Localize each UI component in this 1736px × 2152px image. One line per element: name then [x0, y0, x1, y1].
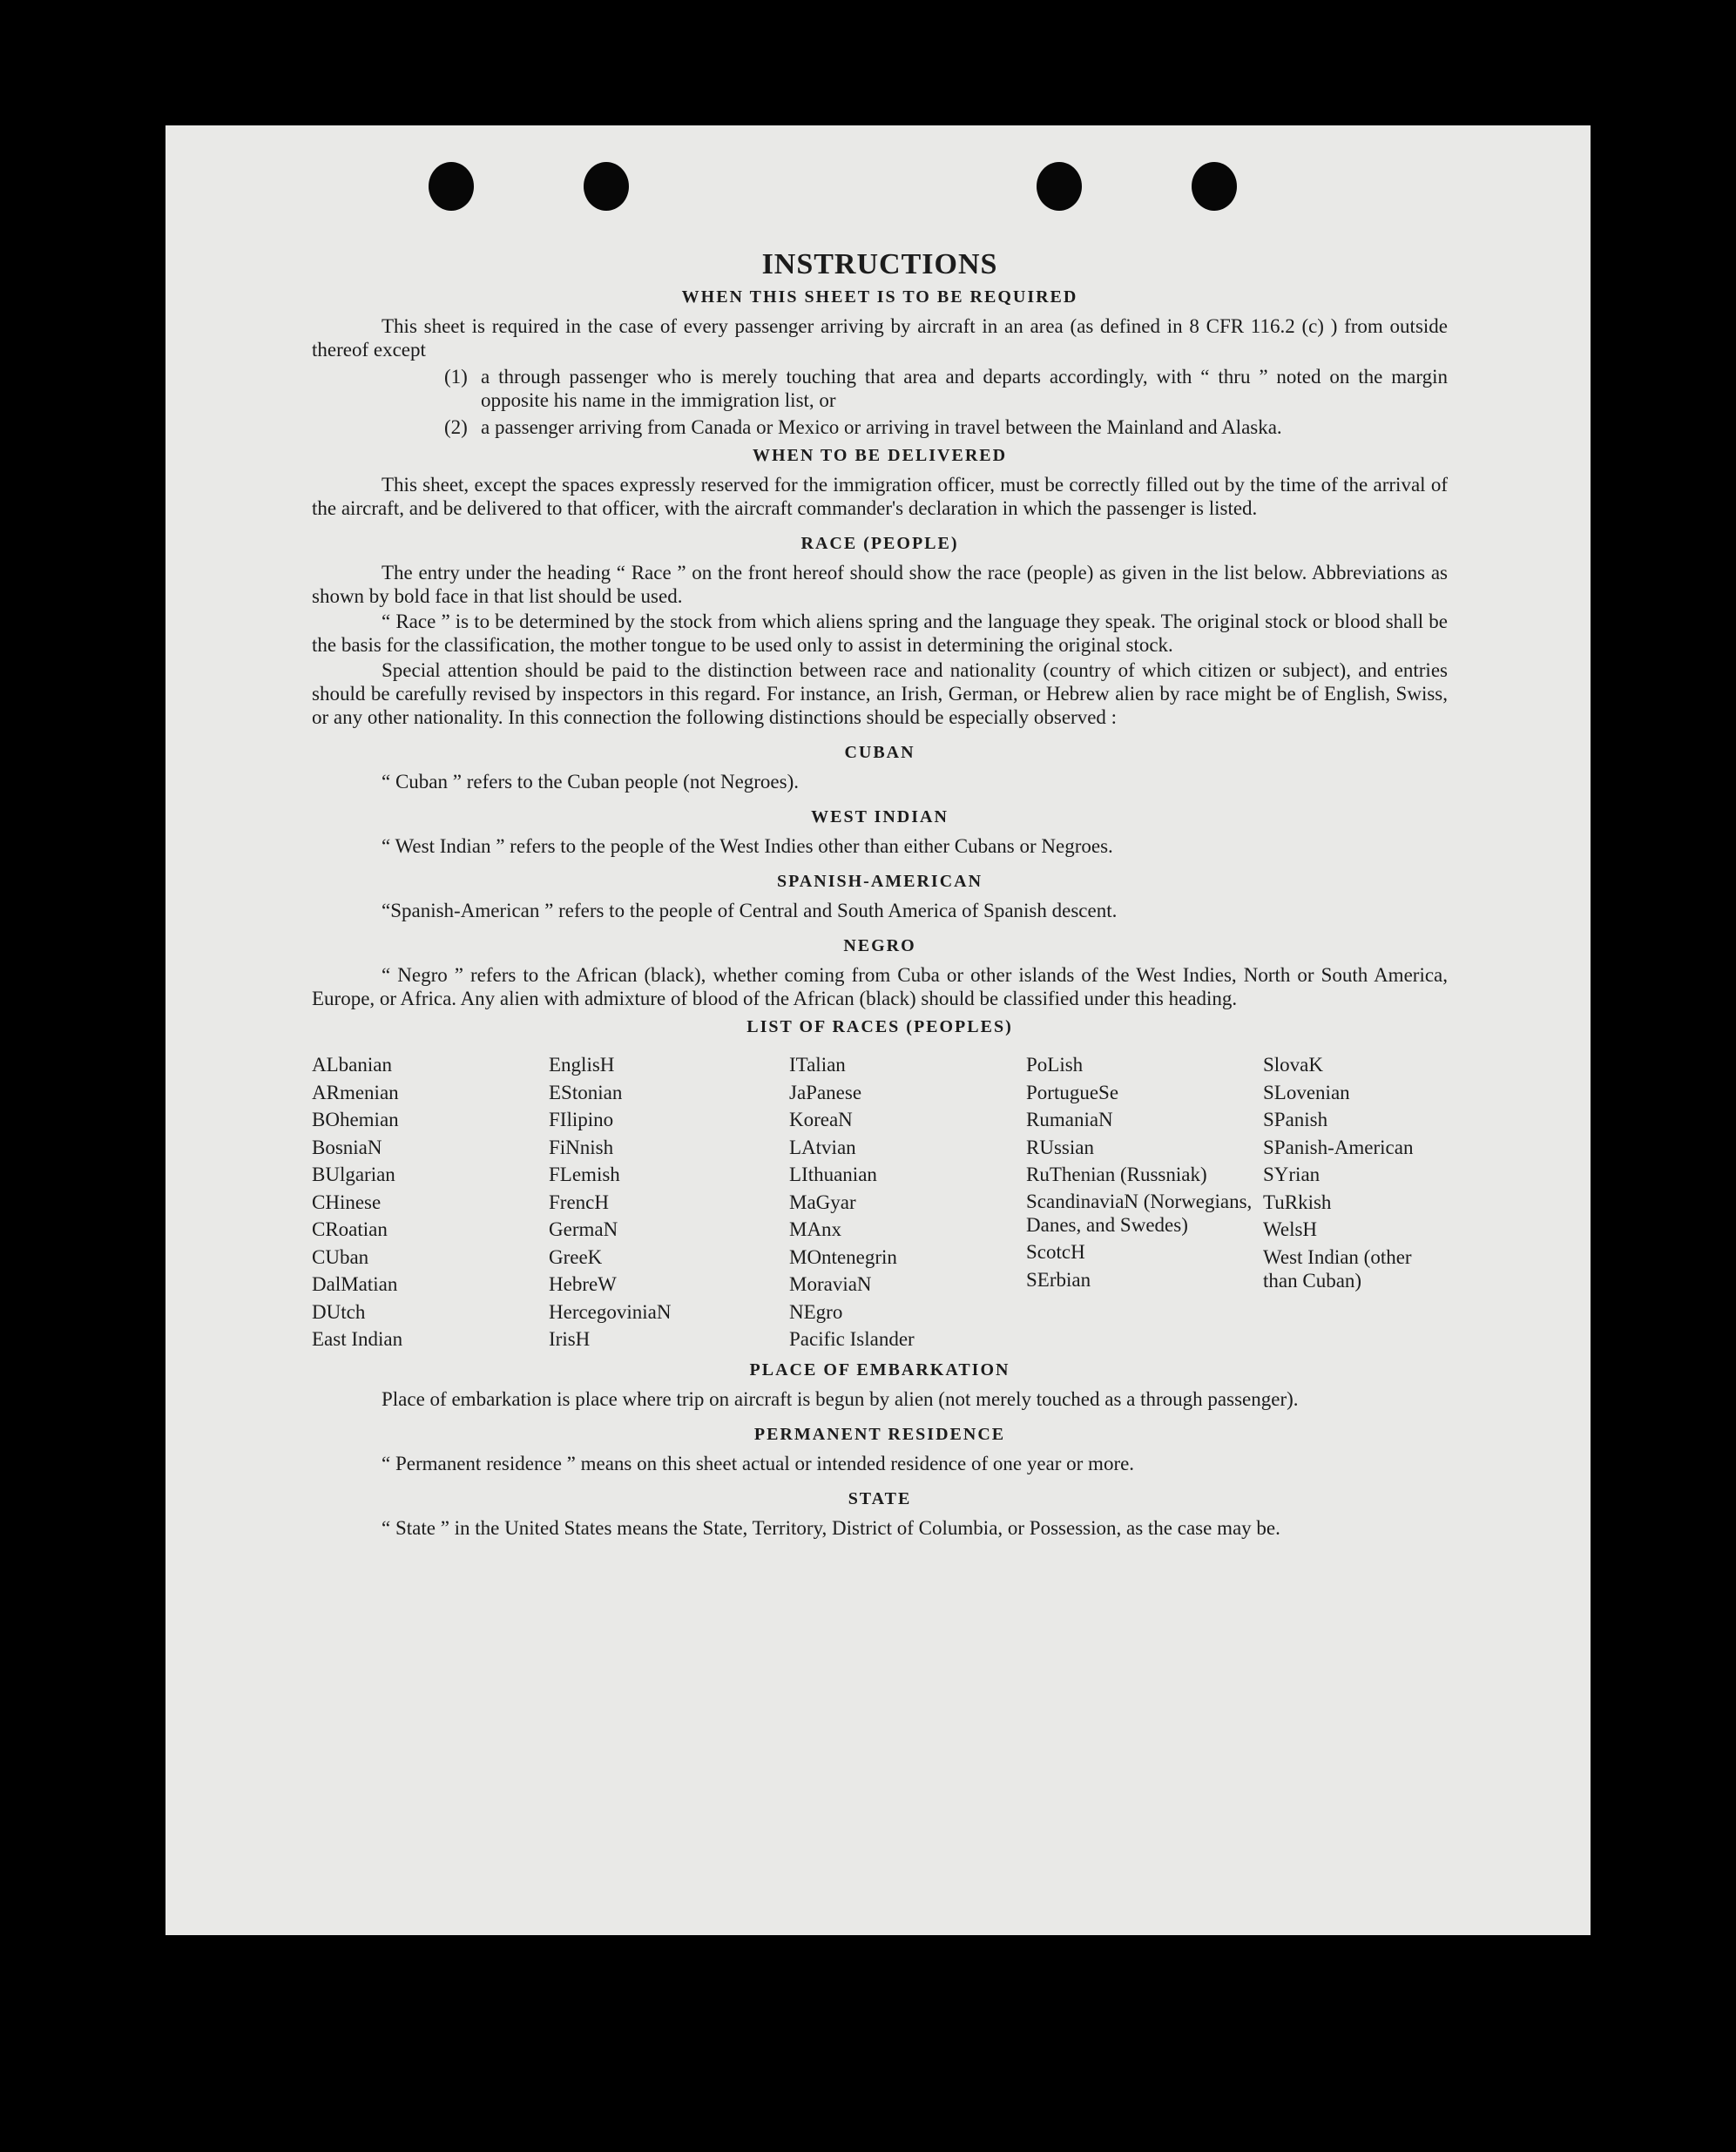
race-entry: MoraviaN: [789, 1273, 872, 1295]
state-text: “ State ” in the United States means the State, Territory, District of Columbia, or Possession, as the case may be.: [382, 1516, 1280, 1539]
race-paragraph-2: “ Race ” is to be determined by the stock from which aliens spring and the language they speak. The original stock or blood shall be the basis for the classification, the mother tongue to be used only to assist in determining the original stock.: [312, 611, 1448, 656]
race-entry: GreeK: [549, 1245, 603, 1268]
punch-hole: [1192, 162, 1237, 211]
spanish-american-text: “Spanish-American ” refers to the people of Central and South America of Spanish descent.: [382, 900, 1118, 921]
race-entry: PoLish: [1026, 1054, 1084, 1076]
race-entry: Pacific Islander: [789, 1328, 915, 1350]
race-entry: BosniaN: [312, 1136, 382, 1158]
negro-text: “ Negro ” refers to the African (black), whether coming from Cuba or other islands of the West Indies, North or South America, Europe, or Africa. Any alien with admixture of blood of the African (black) should be classified under this heading.: [312, 964, 1448, 1009]
race-entry: CHinese: [312, 1191, 382, 1213]
heading-negro: NEGRO: [843, 936, 916, 955]
race-paragraph-1: The entry under the heading “ Race ” on the front hereof should show the race (people) as given in the list below. Abbreviations as shown by bold face in that list should be used.: [312, 562, 1448, 607]
residence-text: “ Permanent residence ” means on this sheet actual or intended residence of one year or more.: [382, 1452, 1135, 1474]
race-entry: West Indian (other than Cuban): [1263, 1245, 1412, 1292]
item-text: a passenger arriving from Canada or Mexico or arriving in travel between the Mainland and Alaska.: [481, 416, 1282, 438]
race-entry: FrencH: [549, 1191, 609, 1213]
race-entry: SlovaK: [1263, 1054, 1323, 1076]
race-entry: EnglisH: [549, 1054, 615, 1076]
race-entry: TuRkish: [1263, 1191, 1332, 1213]
race-entry: IrisH: [549, 1328, 591, 1350]
required-intro: This sheet is required in the case of every passenger arriving by aircraft in an area (as defined in 8 CFR 116.2 (c) ) from outside thereof except: [312, 315, 1448, 361]
race-entry: EStonian: [549, 1081, 623, 1103]
race-entry: LIthuanian: [789, 1164, 877, 1185]
race-entry: East Indian: [312, 1328, 403, 1350]
heading-delivered: WHEN TO BE DELIVERED: [752, 446, 1008, 465]
heading-permanent-residence: PERMANENT RESIDENCE: [753, 1424, 1006, 1444]
race-paragraph-3: Special attention should be paid to the distinction between race and nationality (country of which citizen or subject), and entries should be carefully revised by inspectors in this regard. For instance, an Irish, German, or Hebrew alien by race might be of English, Swiss, or any other nationality. In this connection the following distinctions should be especially observed :: [312, 659, 1448, 728]
page-title: INSTRUCTIONS: [761, 248, 998, 280]
race-entry: NEgro: [789, 1300, 843, 1323]
race-entry: SPanish: [1263, 1109, 1328, 1130]
punch-hole: [1037, 162, 1082, 211]
race-entry: ARmenian: [312, 1081, 399, 1103]
item-number: (1): [444, 366, 468, 388]
race-entry: ALbanian: [312, 1054, 392, 1076]
race-entry: FIlipino: [549, 1109, 614, 1130]
race-entry: ITalian: [789, 1054, 846, 1076]
race-entry: SErbian: [1026, 1268, 1091, 1291]
race-entry: RumaniaN: [1026, 1109, 1113, 1130]
heading-list-of-races: LIST OF RACES (PEOPLES): [746, 1017, 1013, 1036]
heading-cuban: CUBAN: [844, 743, 915, 762]
race-entry: DalMatian: [312, 1273, 398, 1295]
race-entry: HercegoviniaN: [549, 1300, 672, 1323]
race-entry: SLovenian: [1263, 1081, 1350, 1103]
race-column: [1026, 1051, 1263, 1353]
west-indian-text: “ West Indian ” refers to the people of the West Indies other than either Cubans or Negroes.: [382, 835, 1113, 857]
race-entry: CUban: [312, 1245, 369, 1268]
race-entry: ScotcH: [1026, 1241, 1085, 1263]
race-entry: BUlgarian: [312, 1164, 395, 1185]
race-column: [549, 1051, 789, 1353]
punch-hole: [584, 162, 629, 211]
exception-item: [444, 415, 1448, 439]
race-entry: HebreW: [549, 1273, 617, 1295]
delivered-text: This sheet, except the spaces expressly reserved for the immigration officer, must be correctly filled out by the time of the arrival of the aircraft, and be delivered to that officer, with the aircraft commander's declaration in which the passenger is listed.: [312, 474, 1448, 519]
race-entry: ScandinaviaN (Norwegians, Danes, and Swedes): [1026, 1191, 1253, 1236]
race-entry: WelsH: [1263, 1218, 1318, 1240]
race-entry: GermaN: [549, 1218, 618, 1240]
heading-required: WHEN THIS SHEET IS TO BE REQUIRED: [681, 287, 1078, 307]
race-entry: MOntenegrin: [789, 1245, 897, 1268]
race-column: [1263, 1051, 1448, 1353]
races-table: [312, 1051, 1448, 1353]
race-entry: FLemish: [549, 1164, 620, 1185]
race-column: [312, 1051, 549, 1353]
race-entry: RuThenian (Russniak): [1026, 1164, 1207, 1185]
heading-race: RACE (PEOPLE): [800, 534, 959, 553]
race-entry: CRoatian: [312, 1218, 388, 1240]
heading-state: STATE: [848, 1488, 912, 1508]
race-entry: DUtch: [312, 1300, 366, 1323]
race-column: [789, 1051, 1026, 1353]
race-entry: KoreaN: [789, 1109, 853, 1130]
heading-spanish-american: SPANISH-AMERICAN: [776, 872, 983, 891]
race-entry: JaPanese: [789, 1081, 862, 1103]
race-entry: SPanish-American: [1263, 1136, 1414, 1158]
race-entry: FiNnish: [549, 1136, 614, 1158]
race-entry: MAnx: [789, 1218, 842, 1240]
race-entry: PortugueSe: [1026, 1081, 1119, 1103]
item-number: (2): [444, 416, 468, 438]
race-entry: MaGyar: [789, 1191, 856, 1213]
exception-item: [444, 365, 1448, 412]
race-entry: SYrian: [1263, 1164, 1321, 1185]
heading-embarkation: PLACE OF EMBARKATION: [749, 1359, 1010, 1380]
punch-hole: [429, 162, 474, 211]
race-entry: BOhemian: [312, 1109, 399, 1130]
embarkation-text: Place of embarkation is place where trip on aircraft is begun by alien (not merely touched as a through passenger).: [382, 1387, 1299, 1410]
item-text: a through passenger who is merely touching that area and departs accordingly, with “ thru ” noted on the margin opposite his name in the immigration list, or: [481, 366, 1448, 411]
instructions-body: [312, 247, 1448, 1540]
exception-list: [444, 365, 1448, 439]
race-entry: RUssian: [1026, 1136, 1094, 1158]
race-entry: LAtvian: [789, 1136, 856, 1158]
heading-west-indian: WEST INDIAN: [811, 807, 949, 826]
document-sheet: [165, 125, 1591, 1935]
cuban-text: “ Cuban ” refers to the Cuban people (not Negroes).: [382, 771, 800, 793]
